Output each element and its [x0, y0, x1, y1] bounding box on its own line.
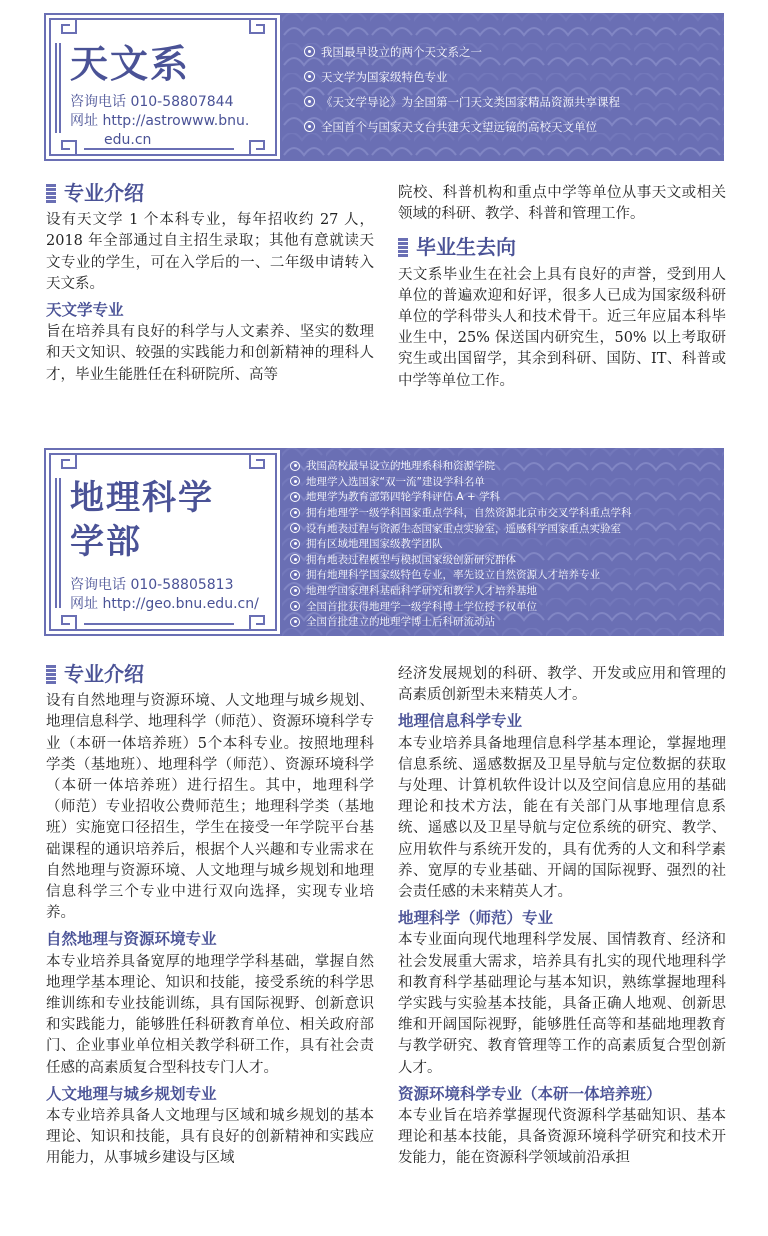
geo-header	[44, 448, 724, 636]
bullet-icon	[290, 570, 300, 580]
astro-web-line	[70, 112, 249, 131]
bullet-icon	[290, 586, 300, 596]
highlight-item: 天文学为国家级特色专业	[304, 64, 724, 89]
geo-human-title: 人文地理与城乡规划专业	[46, 1083, 217, 1103]
highlight-item: 全国首批建立的地理学博士后科研流动站	[290, 614, 724, 630]
heading-bar-icon	[46, 665, 56, 685]
highlight-item: 《天文学导论》为全国第一门天文类国家精品资源共享课程	[304, 89, 724, 114]
astro-web-link[interactable]: http://astrowww.bnu.	[102, 113, 250, 129]
geo-namebox	[44, 448, 282, 636]
highlight-item: 全国首个与国家天文台共建天文望远镜的高校天文单位	[304, 114, 724, 139]
astro-intro-text: 设有天文学 1 个本科专业，每年招收约 27 人，2018 年全部通过自主招生录取；其他有意就读天文专业的学生，可在入学后的一、二年级申请转入天文系。	[46, 212, 374, 292]
geo-phone[interactable]: 010-58805813	[130, 577, 234, 593]
bullet-icon	[290, 508, 300, 518]
geo-web-link[interactable]: http://geo.bnu.edu.cn/	[102, 596, 259, 612]
geo-natural-title: 自然地理与资源环境专业	[46, 929, 217, 949]
heading-bar-icon	[46, 184, 56, 204]
highlight-item: 全国首批获得地理学一级学科博士学位授予权单位	[290, 598, 724, 614]
geo-human-text-cont: 经济发展规划的科研、教学、开发或应用和管理的高素质创新型未来精英人才。	[398, 666, 726, 704]
highlight-item: 设有地表过程与资源生态国家重点实验室，遥感科学国家重点实验室	[290, 520, 724, 536]
astro-grad-heading: 毕业生去向	[398, 237, 726, 258]
geo-highlights-panel	[282, 448, 724, 636]
astro-major-text: 旨在培养具有良好的科学与人文素养、坚实的数理和天文知识、较强的实践能力和创新精神的理科人才，毕业生能胜任在科研院所、高等	[46, 324, 374, 383]
geo-env-title: 资源环境科学专业（本研一体培养班）	[398, 1083, 662, 1103]
highlight-item: 地理学国家理科基础科学研究和教学人才培养基地	[290, 583, 724, 599]
web-label: 网址	[70, 596, 98, 612]
phone-label: 咨询电话	[70, 577, 126, 593]
bullet-icon	[290, 461, 300, 471]
highlight-item: 地理学为教育部第四轮学科评估 A + 学科	[290, 489, 724, 505]
astro-left-column	[46, 183, 374, 386]
astro-phone[interactable]: 010-58807844	[130, 94, 234, 110]
astro-web-line2[interactable]: edu.cn	[104, 132, 152, 148]
bullet-icon	[290, 476, 300, 486]
bullet-icon	[304, 46, 315, 57]
astro-header	[44, 13, 724, 161]
bullet-icon	[290, 617, 300, 627]
bullet-icon	[290, 601, 300, 611]
geo-env-text: 本专业旨在培养掌握现代资源科学基础知识、基本理论和基本技能，具备资源环境科学研究和技术开发能力，能在资源科学领域前沿承担	[398, 1108, 726, 1167]
bullet-icon	[290, 523, 300, 533]
astro-highlight-list	[282, 13, 724, 139]
highlight-item: 拥有地理科学国家级特色专业，率先设立自然资源人才培养专业	[290, 567, 724, 583]
astro-highlights-panel	[282, 13, 724, 161]
geo-natural-text: 本专业培养具备宽厚的地理学学科基础，掌握自然地理学基本理论、知识和技能，接受系统的科学思维训练和专业技能训练，具有国际视野、创新意识和实践能力，能够胜任科研教育单位、相关政府部门、企业事业单位相关教学科研工作，具有社会责任感的高素质复合型科技专门人才。	[46, 953, 374, 1076]
phone-label: 咨询电话	[70, 94, 126, 110]
bullet-icon	[304, 71, 315, 82]
geo-intro-heading: 专业介绍	[46, 664, 374, 685]
astro-phone-line	[70, 93, 249, 112]
highlight-item: 我国高校最早设立的地理系科和资源学院	[290, 458, 724, 474]
astro-major-text-cont: 院校、科普机构和重点中学等单位从事天文或相关领域的科研、教学、科普和管理工作。	[398, 185, 726, 223]
bullet-icon	[290, 492, 300, 502]
geo-contact	[70, 576, 259, 614]
geo-normal-title: 地理科学（师范）专业	[398, 908, 554, 928]
geo-highlight-list	[282, 448, 724, 630]
astro-intro-heading: 专业介绍	[46, 183, 374, 204]
geo-gis-title: 地理信息科学专业	[398, 711, 523, 731]
geo-left-column	[46, 664, 374, 1170]
astro-dept-name: 天文系	[70, 41, 191, 86]
bullet-icon	[304, 96, 315, 107]
geo-dept-name	[70, 476, 214, 564]
geo-phone-line	[70, 576, 259, 595]
highlight-item: 地理学入选国家“双一流”建设学科名单	[290, 474, 724, 490]
geo-dept-name-line2: 学部	[70, 522, 142, 562]
astro-namebox	[44, 13, 282, 161]
heading-bar-icon	[398, 238, 408, 258]
highlight-item: 拥有地表过程模型与模拟国家级创新研究群体	[290, 552, 724, 568]
highlight-item: 我国最早设立的两个天文系之一	[304, 39, 724, 64]
highlight-item: 拥有地理学一级学科国家重点学科，自然资源北京市交叉学科重点学科	[290, 505, 724, 521]
astro-major-title: 天文学专业	[46, 300, 124, 320]
geo-intro-text: 设有自然地理与资源环境、人文地理与城乡规划、地理信息科学、地理科学（师范）、资源环境科学专业（本研一体培养班）5个本科专业。按照地理科学类（基地班）、地理科学（师范）、资源环境科学（本研一体培养班）进行招生。其中，地理科学（师范）专业招收公费师范生；地理科学类（基地班）实施宽口径招生，学生在接受一年学院平台基础课程的通识培养后，根据个人兴趣和专业需求在自然地理与资源环境、人文地理与城乡规划和地理信息科学三个专业中进行双向选择，实现专业培养。	[46, 693, 374, 922]
astro-grad-text: 天文系毕业生在社会上具有良好的声誉，受到用人单位的普遍欢迎和好评，很多人已成为国家级科研单位的学科带头人和技术骨干。近三年应届本科毕业生中，25% 保送国内研究生，50% 以上考取研究生或出国留学，其余到科研、国防、IT、科普或中学等单位工作。	[398, 266, 726, 389]
geo-right-column	[398, 664, 726, 1170]
geo-human-text: 本专业培养具备人文地理与区域和城乡规划的基本理论、知识和技能，具有良好的创新精神和实践应用能力，从事城乡建设与区域	[46, 1108, 374, 1167]
astro-right-column	[398, 183, 726, 392]
geo-web-line	[70, 595, 259, 614]
geo-dept-name-line1: 地理科学	[70, 478, 214, 518]
bullet-icon	[290, 554, 300, 564]
web-label: 网址	[70, 113, 98, 129]
bullet-icon	[290, 539, 300, 549]
geo-normal-text: 本专业面向现代地理科学发展、国情教育、经济和社会发展重大需求，培养具有扎实的现代地理科学和教育科学基础理论与基本知识，熟练掌握地理科学实践与实验基本技能，具备正确人地观、创新思维和开阔国际视野，能够胜任高等和基础地理教育与教学研究、教育管理等工作的高素质复合型创新人才。	[398, 932, 726, 1076]
highlight-item: 拥有区域地理国家级教学团队	[290, 536, 724, 552]
geo-gis-text: 本专业培养具备地理信息科学基本理论，掌握地理信息系统、遥感数据及卫星导航与定位数据的获取与处理、计算机软件设计以及空间信息应用的基础理论和技术方法，能在有关部门从事地理信息系统、遥感以及卫星导航与定位系统的研究、教学、应用软件与系统开发的，具有优秀的人文和科学素养、宽厚的专业基础、开阔的国际视野、强烈的社会责任感的未来精英人才。	[398, 735, 726, 901]
astro-contact	[70, 93, 249, 150]
bullet-icon	[304, 121, 315, 132]
